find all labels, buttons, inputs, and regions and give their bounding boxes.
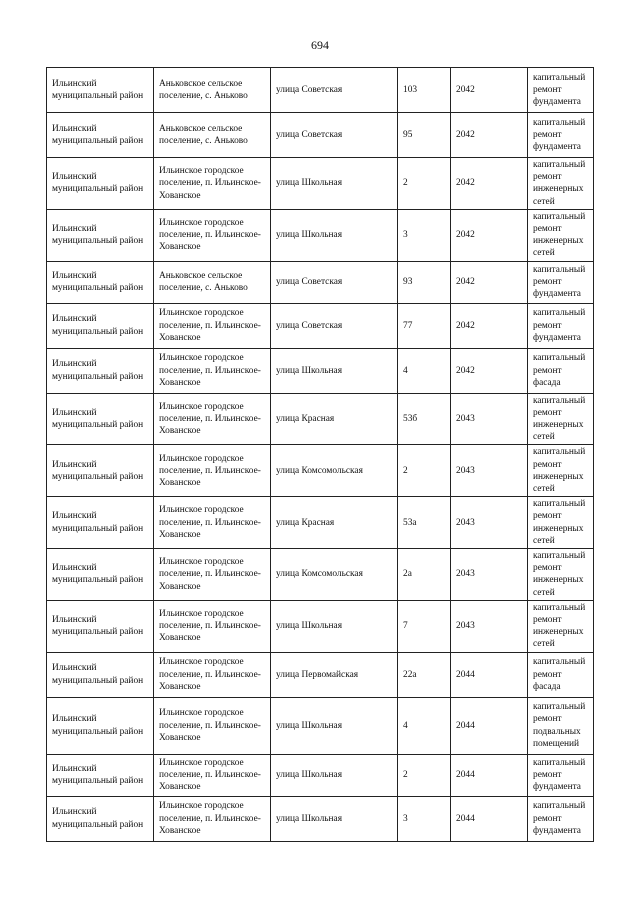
work-type-cell: капитальный ремонт фундамента [528, 113, 594, 158]
table-row [47, 697, 594, 754]
table-row [47, 549, 594, 601]
settlement-cell: Аньковское сельское поселение, с. Аньково [154, 113, 271, 158]
district-cell: Ильинский муниципальный район [47, 68, 154, 113]
work-type-cell: капитальный ремонт инженерных сетей [528, 445, 594, 497]
settlement-cell: Ильинское городское поселение, п. Ильинское-Хованское [154, 754, 271, 796]
year-cell: 2042 [451, 209, 528, 261]
house-number-cell: 95 [398, 113, 451, 158]
settlement-cell: Аньковское сельское поселение, с. Аньково [154, 261, 271, 303]
street-cell: улица Школьная [271, 158, 398, 210]
year-cell: 2042 [451, 303, 528, 348]
settlement-cell: Ильинское городское поселение, п. Ильинское-Хованское [154, 652, 271, 697]
year-cell: 2043 [451, 445, 528, 497]
year-cell: 2044 [451, 796, 528, 841]
table-row [47, 303, 594, 348]
table-row [47, 796, 594, 841]
work-type-cell: капитальный ремонт подвальных помещений [528, 697, 594, 754]
table-row [47, 158, 594, 210]
work-type-cell: капитальный ремонт инженерных сетей [528, 497, 594, 549]
district-cell: Ильинский муниципальный район [47, 549, 154, 601]
house-number-cell: 4 [398, 348, 451, 393]
table-row [47, 754, 594, 796]
street-cell: улица Первомайская [271, 652, 398, 697]
year-cell: 2044 [451, 754, 528, 796]
table-row [47, 261, 594, 303]
table-row [47, 445, 594, 497]
house-number-cell: 2 [398, 754, 451, 796]
settlement-cell: Ильинское городское поселение, п. Ильинское-Хованское [154, 796, 271, 841]
district-cell: Ильинский муниципальный район [47, 600, 154, 652]
settlement-cell: Ильинское городское поселение, п. Ильинское-Хованское [154, 497, 271, 549]
house-number-cell: 103 [398, 68, 451, 113]
district-cell: Ильинский муниципальный район [47, 754, 154, 796]
settlement-cell: Ильинское городское поселение, п. Ильинское-Хованское [154, 158, 271, 210]
street-cell: улица Школьная [271, 209, 398, 261]
work-type-cell: капитальный ремонт фасада [528, 652, 594, 697]
table-row [47, 68, 594, 113]
house-number-cell: 3 [398, 209, 451, 261]
street-cell: улица Школьная [271, 600, 398, 652]
district-cell: Ильинский муниципальный район [47, 796, 154, 841]
street-cell: улица Красная [271, 497, 398, 549]
work-type-cell: капитальный ремонт фундамента [528, 261, 594, 303]
house-number-cell: 7 [398, 600, 451, 652]
work-type-cell: капитальный ремонт фундамента [528, 754, 594, 796]
settlement-cell: Ильинское городское поселение, п. Ильинское-Хованское [154, 697, 271, 754]
year-cell: 2044 [451, 697, 528, 754]
table-row [47, 652, 594, 697]
year-cell: 2042 [451, 261, 528, 303]
settlement-cell: Ильинское городское поселение, п. Ильинское-Хованское [154, 549, 271, 601]
work-type-cell: капитальный ремонт инженерных сетей [528, 549, 594, 601]
house-number-cell: 53а [398, 497, 451, 549]
street-cell: улица Красная [271, 393, 398, 445]
year-cell: 2042 [451, 68, 528, 113]
district-cell: Ильинский муниципальный район [47, 113, 154, 158]
house-number-cell: 93 [398, 261, 451, 303]
work-type-cell: капитальный ремонт инженерных сетей [528, 393, 594, 445]
work-type-cell: капитальный ремонт фундамента [528, 68, 594, 113]
house-number-cell: 3 [398, 796, 451, 841]
house-number-cell: 22а [398, 652, 451, 697]
year-cell: 2043 [451, 549, 528, 601]
house-number-cell: 4 [398, 697, 451, 754]
district-cell: Ильинский муниципальный район [47, 652, 154, 697]
year-cell: 2043 [451, 497, 528, 549]
table-row [47, 113, 594, 158]
district-cell: Ильинский муниципальный район [47, 348, 154, 393]
work-type-cell: капитальный ремонт инженерных сетей [528, 158, 594, 210]
district-cell: Ильинский муниципальный район [47, 697, 154, 754]
work-type-cell: капитальный ремонт инженерных сетей [528, 600, 594, 652]
page-number: 694 [311, 38, 329, 52]
street-cell: улица Советская [271, 68, 398, 113]
street-cell: улица Комсомольская [271, 549, 398, 601]
street-cell: улица Советская [271, 303, 398, 348]
year-cell: 2042 [451, 158, 528, 210]
year-cell: 2042 [451, 348, 528, 393]
street-cell: улица Школьная [271, 754, 398, 796]
street-cell: улица Школьная [271, 796, 398, 841]
year-cell: 2043 [451, 393, 528, 445]
street-cell: улица Школьная [271, 348, 398, 393]
repair-schedule-table [46, 67, 594, 842]
district-cell: Ильинский муниципальный район [47, 393, 154, 445]
settlement-cell: Аньковское сельское поселение, с. Аньково [154, 68, 271, 113]
table-row [47, 497, 594, 549]
house-number-cell: 53б [398, 393, 451, 445]
district-cell: Ильинский муниципальный район [47, 261, 154, 303]
work-type-cell: капитальный ремонт фундамента [528, 303, 594, 348]
settlement-cell: Ильинское городское поселение, п. Ильинское-Хованское [154, 393, 271, 445]
settlement-cell: Ильинское городское поселение, п. Ильинское-Хованское [154, 348, 271, 393]
district-cell: Ильинский муниципальный район [47, 445, 154, 497]
table-row [47, 209, 594, 261]
street-cell: улица Советская [271, 113, 398, 158]
street-cell: улица Советская [271, 261, 398, 303]
district-cell: Ильинский муниципальный район [47, 303, 154, 348]
house-number-cell: 77 [398, 303, 451, 348]
table-row [47, 348, 594, 393]
house-number-cell: 2а [398, 549, 451, 601]
settlement-cell: Ильинское городское поселение, п. Ильинское-Хованское [154, 445, 271, 497]
year-cell: 2044 [451, 652, 528, 697]
settlement-cell: Ильинское городское поселение, п. Ильинское-Хованское [154, 209, 271, 261]
year-cell: 2042 [451, 113, 528, 158]
work-type-cell: капитальный ремонт фундамента [528, 796, 594, 841]
street-cell: улица Школьная [271, 697, 398, 754]
work-type-cell: капитальный ремонт фасада [528, 348, 594, 393]
house-number-cell: 2 [398, 445, 451, 497]
district-cell: Ильинский муниципальный район [47, 158, 154, 210]
house-number-cell: 2 [398, 158, 451, 210]
table-row [47, 393, 594, 445]
table-row [47, 600, 594, 652]
work-type-cell: капитальный ремонт инженерных сетей [528, 209, 594, 261]
street-cell: улица Комсомольская [271, 445, 398, 497]
district-cell: Ильинский муниципальный район [47, 497, 154, 549]
year-cell: 2043 [451, 600, 528, 652]
district-cell: Ильинский муниципальный район [47, 209, 154, 261]
settlement-cell: Ильинское городское поселение, п. Ильинское-Хованское [154, 600, 271, 652]
table-body [47, 68, 594, 842]
settlement-cell: Ильинское городское поселение, п. Ильинское-Хованское [154, 303, 271, 348]
